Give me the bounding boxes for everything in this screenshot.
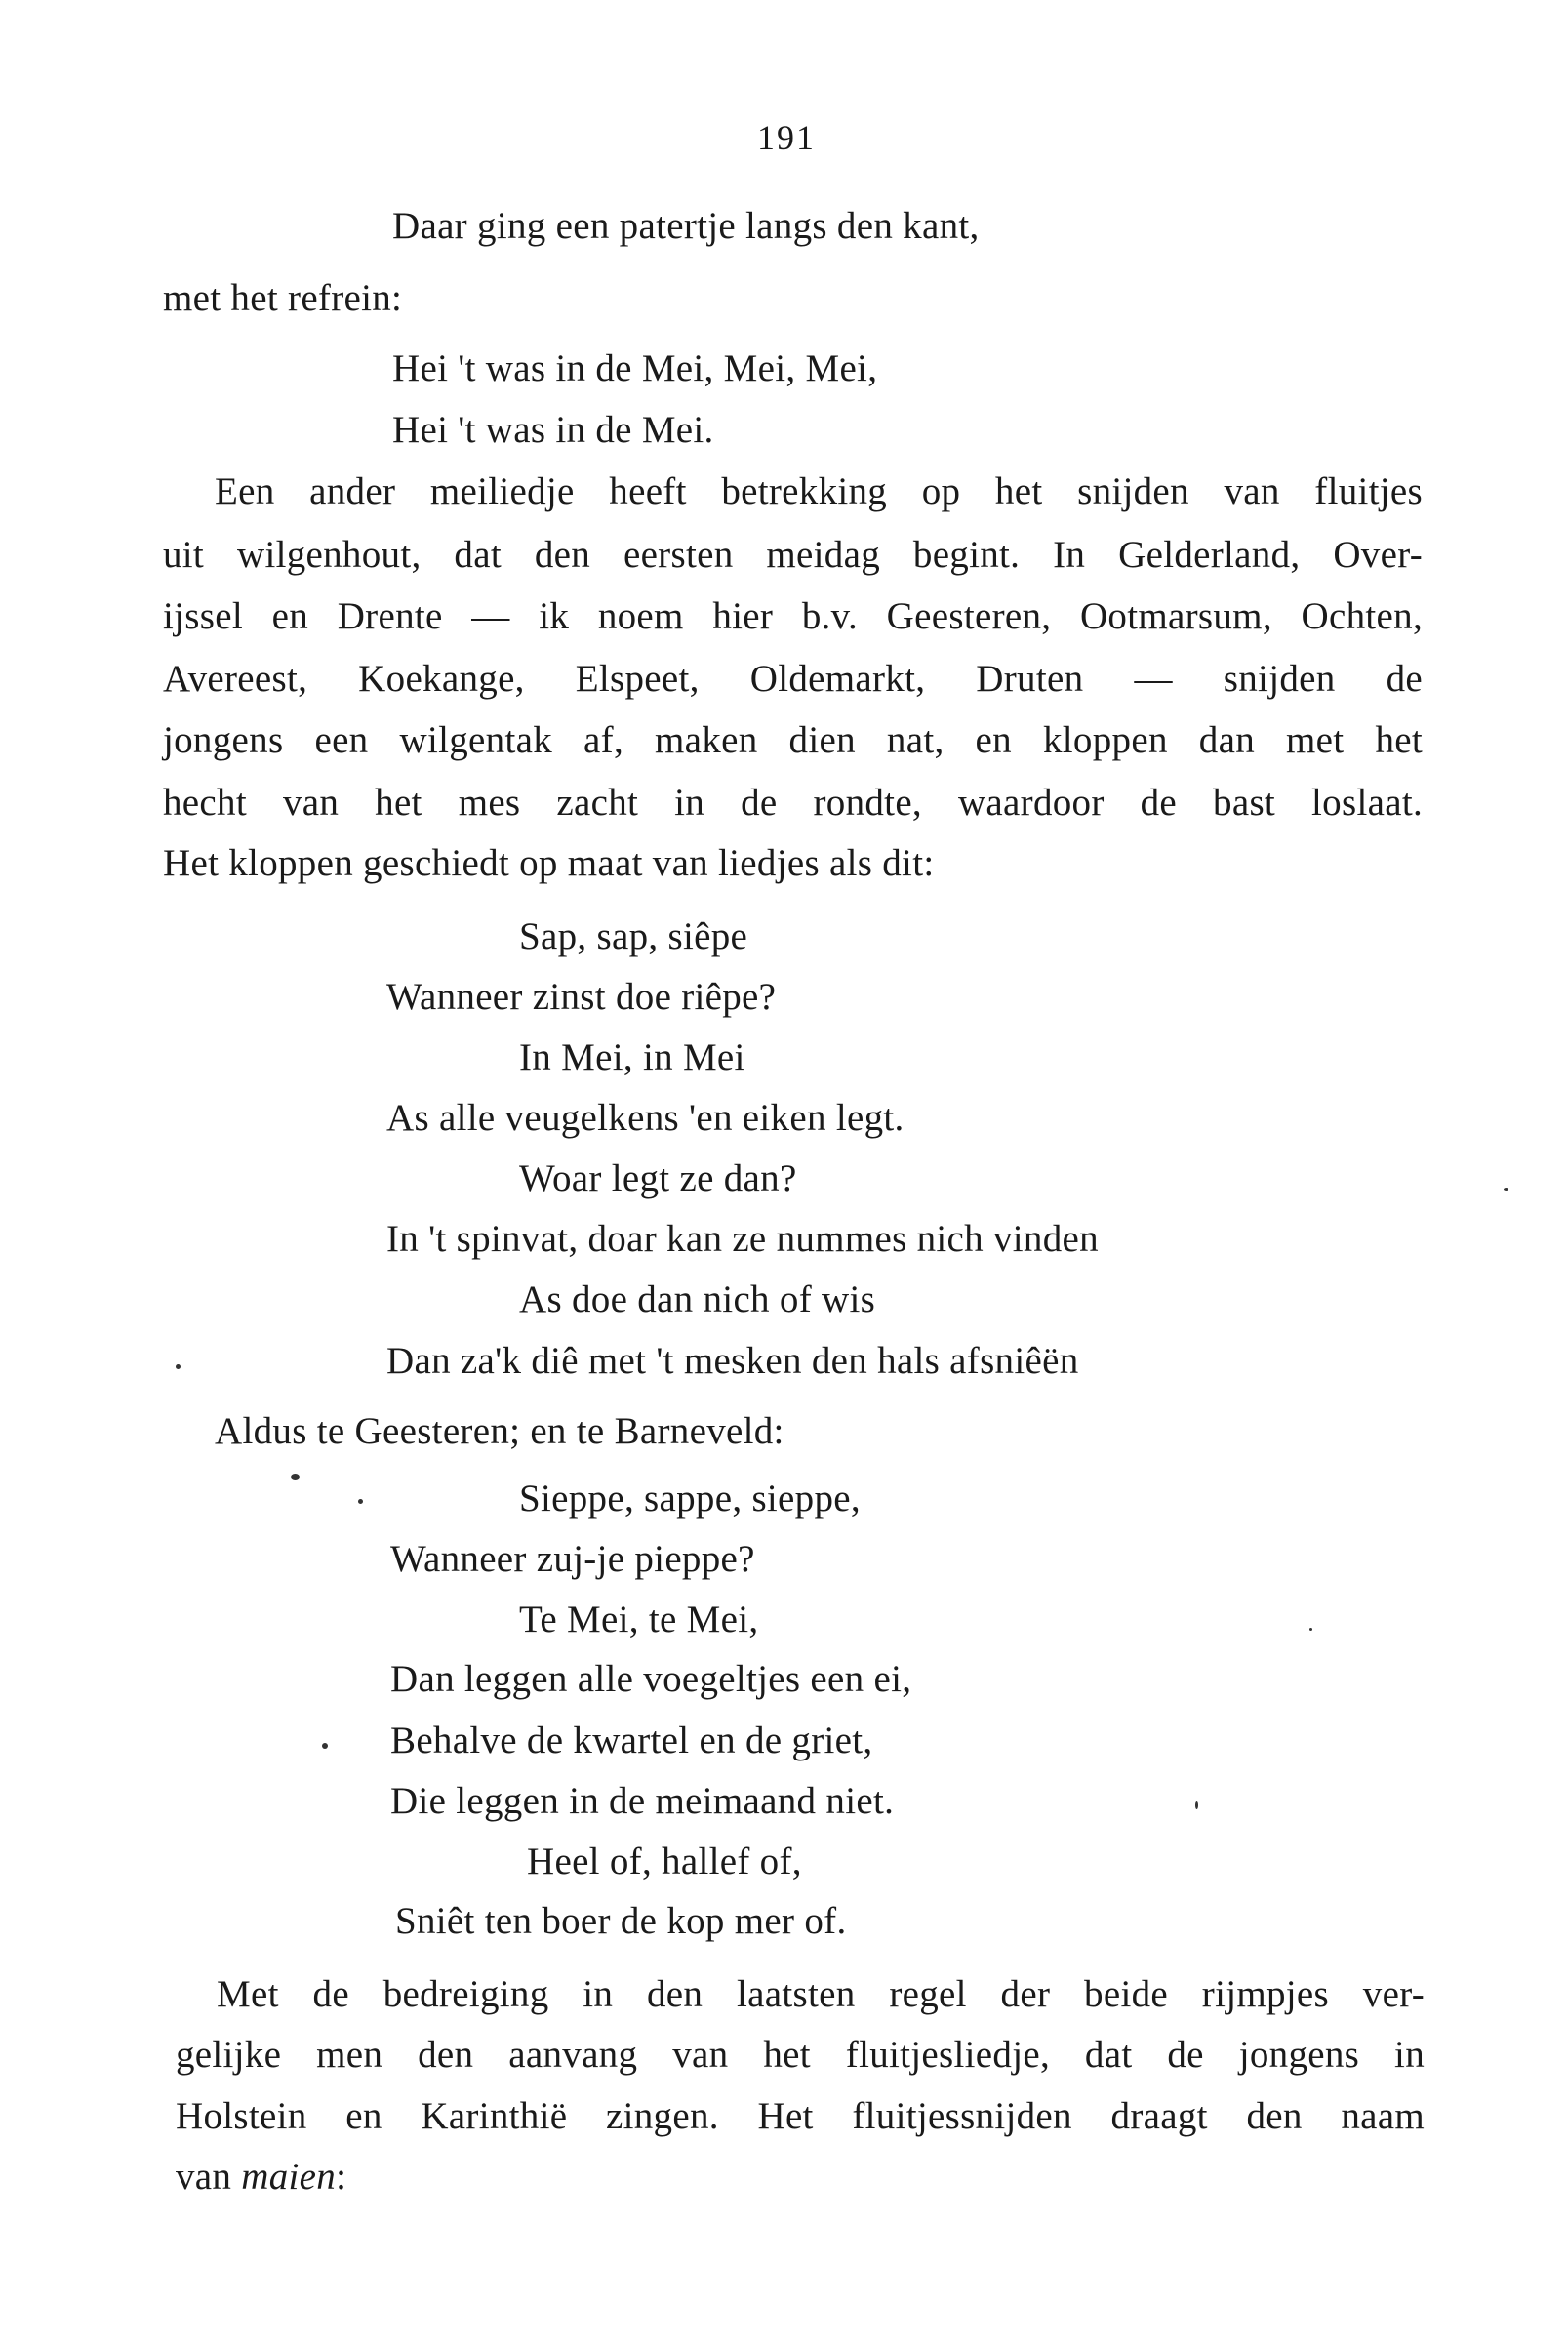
verse-line: Behalve de kwartel en de griet, (390, 1720, 873, 1761)
verse-line: As alle veugelkens 'en eiken legt. (386, 1097, 905, 1139)
verse-line: Wanneer zuj-je pieppe? (390, 1538, 755, 1580)
verse-line: Hei 't was in de Mei, Mei, Mei, (392, 347, 878, 389)
scan-speck (1195, 1801, 1198, 1809)
verse-line: Te Mei, te Mei, (519, 1598, 759, 1640)
verse-line: As doe dan nich of wis (519, 1278, 876, 1320)
verse-line: Daar ging een patertje langs den kant, (392, 205, 980, 247)
paragraph-line (176, 2154, 346, 2201)
verse-line: Dan za'k diê met 't mesken den hals afsniêën (386, 1340, 1079, 1382)
paragraph-line: jongens een wilgentak af, maken dien nat, en kloppen dan met het (163, 719, 1423, 761)
page-number: 191 (757, 118, 816, 157)
verse-line: Sniêt ten boer de kop mer of. (395, 1900, 847, 1942)
verse-line: Sieppe, sappe, sieppe, (519, 1477, 861, 1519)
paragraph-line: Avereest, Koekange, Elspeet, Oldemarkt, Druten — snijden de (163, 658, 1423, 700)
paragraph-line: hecht van het mes zacht in de rondte, waardoor de bast loslaat. (163, 782, 1423, 824)
paragraph-line: Met de bedreiging in den laatsten regel der beide rijmpjes ver- (217, 1973, 1425, 2015)
paragraph-line: ijssel en Drente — ik noem hier b.v. Geesteren, Ootmarsum, Ochten, (163, 595, 1423, 637)
text-fragment: : (336, 2156, 347, 2198)
paragraph-line: uit wilgenhout, dat den eersten meidag begint. In Gelderland, Over- (163, 534, 1423, 576)
text-line: Aldus te Geesteren; en te Barneveld: (215, 1410, 784, 1452)
paragraph-line: Het kloppen geschiedt op maat van liedjes als dit: (163, 842, 935, 884)
scan-speck (291, 1474, 300, 1480)
paragraph-line: gelijke men den aanvang van het fluitjesliedje, dat de jongens in (176, 2034, 1425, 2076)
verse-line: Dan leggen alle voegeltjes een ei, (390, 1658, 912, 1700)
paragraph-line: Een ander meiliedje heeft betrekking op het snijden van fluitjes (215, 470, 1423, 512)
verse-line: Heel of, hallef of, (527, 1841, 802, 1882)
scan-speck (1309, 1628, 1312, 1631)
text-line: met het refrein: (163, 277, 403, 319)
verse-line: Hei 't was in de Mei. (392, 409, 714, 451)
verse-line: Sap, sap, siêpe (519, 915, 748, 957)
scan-speck (322, 1743, 328, 1749)
verse-line: In Mei, in Mei (519, 1036, 745, 1078)
verse-line: Wanneer zinst doe riêpe? (386, 976, 777, 1018)
scan-speck (1504, 1188, 1508, 1191)
verse-line: In 't spinvat, doar kan ze nummes nich vinden (386, 1218, 1099, 1260)
verse-line: Woar legt ze dan? (519, 1157, 797, 1199)
text-fragment: van (176, 2156, 232, 2198)
scan-speck (176, 1364, 181, 1369)
italic-term: maien (241, 2156, 337, 2198)
verse-line: Die leggen in de meimaand niet. (390, 1780, 895, 1822)
paragraph-line: Holstein en Karinthië zingen. Het fluitjessnijden draagt den naam (176, 2095, 1425, 2137)
scan-speck (358, 1499, 363, 1504)
